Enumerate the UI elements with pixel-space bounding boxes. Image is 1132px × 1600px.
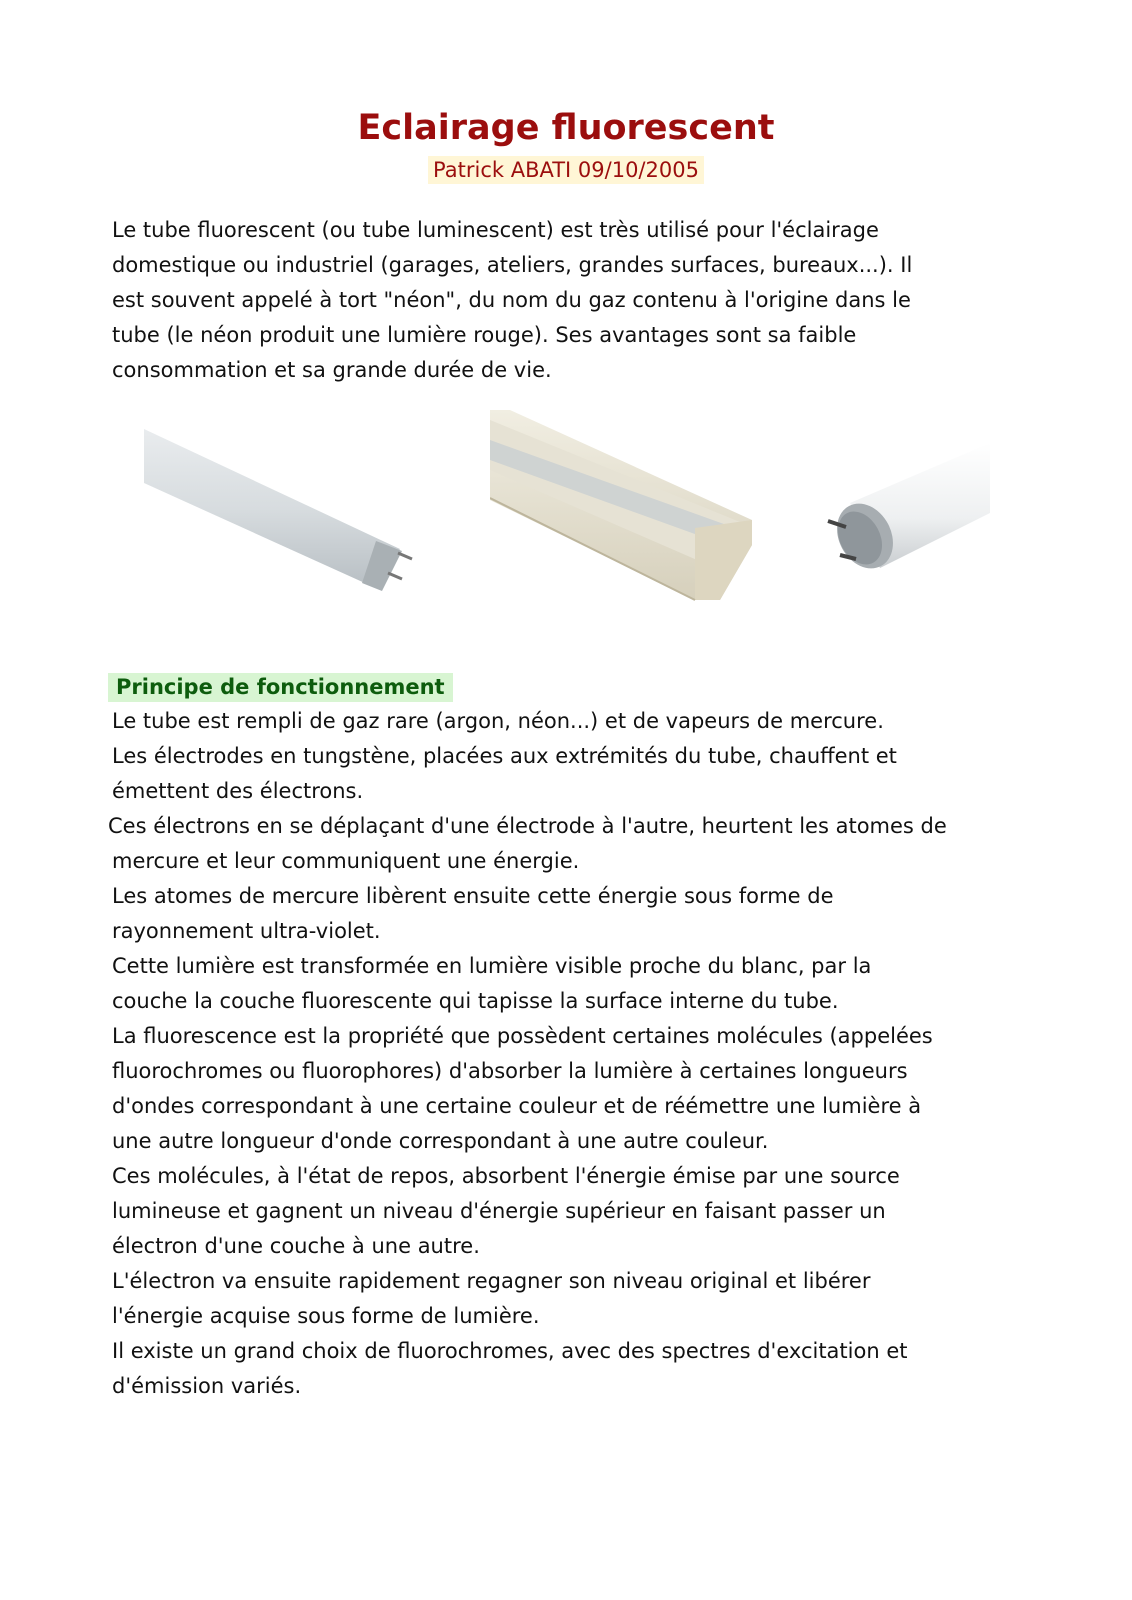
document-title: Eclairage fluorescent (357, 108, 775, 148)
body-line: La fluorescence est la propriété que possèdent certaines molécules (appelées (112, 1024, 933, 1048)
body-line: L'électron va ensuite rapidement regagner son niveau original et libérer (112, 1269, 871, 1293)
body-line: couche la couche fluorescente qui tapisse la surface interne du tube. (112, 989, 839, 1013)
body-line: électron d'une couche à une autre. (112, 1234, 480, 1258)
body-line: Ces molécules, à l'état de repos, absorbent l'énergie émise par une source (112, 1164, 900, 1188)
body-line: Ces électrons en se déplaçant d'une électrode à l'autre, heurtent les atomes de (108, 814, 947, 838)
intro-line: est souvent appelé à tort "néon", du nom du gaz contenu à l'origine dans le (112, 288, 911, 312)
tube-end-closeup-image (820, 443, 990, 573)
intro-line: Le tube fluorescent (ou tube luminescent) est très utilisé pour l'éclairage (112, 218, 879, 242)
body-line: Les atomes de mercure libèrent ensuite cette énergie sous forme de (112, 884, 834, 908)
body-line: lumineuse et gagnent un niveau d'énergie supérieur en faisant passer un (112, 1199, 886, 1223)
intro-line: consommation et sa grande durée de vie. (112, 358, 552, 382)
body-line: rayonnement ultra-violet. (112, 919, 381, 943)
body-line: d'ondes correspondant à une certaine couleur et de réémettre une lumière à (112, 1094, 922, 1118)
body-line: Les électrodes en tungstène, placées aux extrémités du tube, chauffent et (112, 744, 897, 768)
body-line: une autre longueur d'onde correspondant à une autre couleur. (112, 1129, 769, 1153)
intro-paragraph (112, 213, 1022, 388)
body-line: fluorochromes ou fluorophores) d'absorber la lumière à certaines longueurs (112, 1059, 908, 1083)
body-line: Cette lumière est transformée en lumière visible proche du blanc, par la (112, 954, 872, 978)
section-heading: Principe de fonctionnement (108, 673, 453, 702)
body-line: Le tube est rempli de gaz rare (argon, néon...) et de vapeurs de mercure. (112, 709, 884, 733)
fluorescent-tube-image (140, 425, 430, 595)
section-body (108, 704, 1032, 1404)
tube-fixture-image (490, 410, 760, 610)
intro-line: domestique ou industriel (garages, ateliers, grandes surfaces, bureaux...). Il (112, 253, 913, 277)
body-line: d'émission variés. (112, 1374, 302, 1398)
photo-row (0, 410, 1132, 630)
body-line: Il existe un grand choix de fluorochromes, avec des spectres d'excitation et (112, 1339, 908, 1363)
body-line: mercure et leur communiquent une énergie. (112, 849, 580, 873)
byline: Patrick ABATI 09/10/2005 (428, 156, 704, 184)
intro-line: tube (le néon produit une lumière rouge). Ses avantages sont sa faible (112, 323, 857, 347)
body-line: émettent des électrons. (112, 779, 364, 803)
body-line: l'énergie acquise sous forme de lumière. (112, 1304, 540, 1328)
